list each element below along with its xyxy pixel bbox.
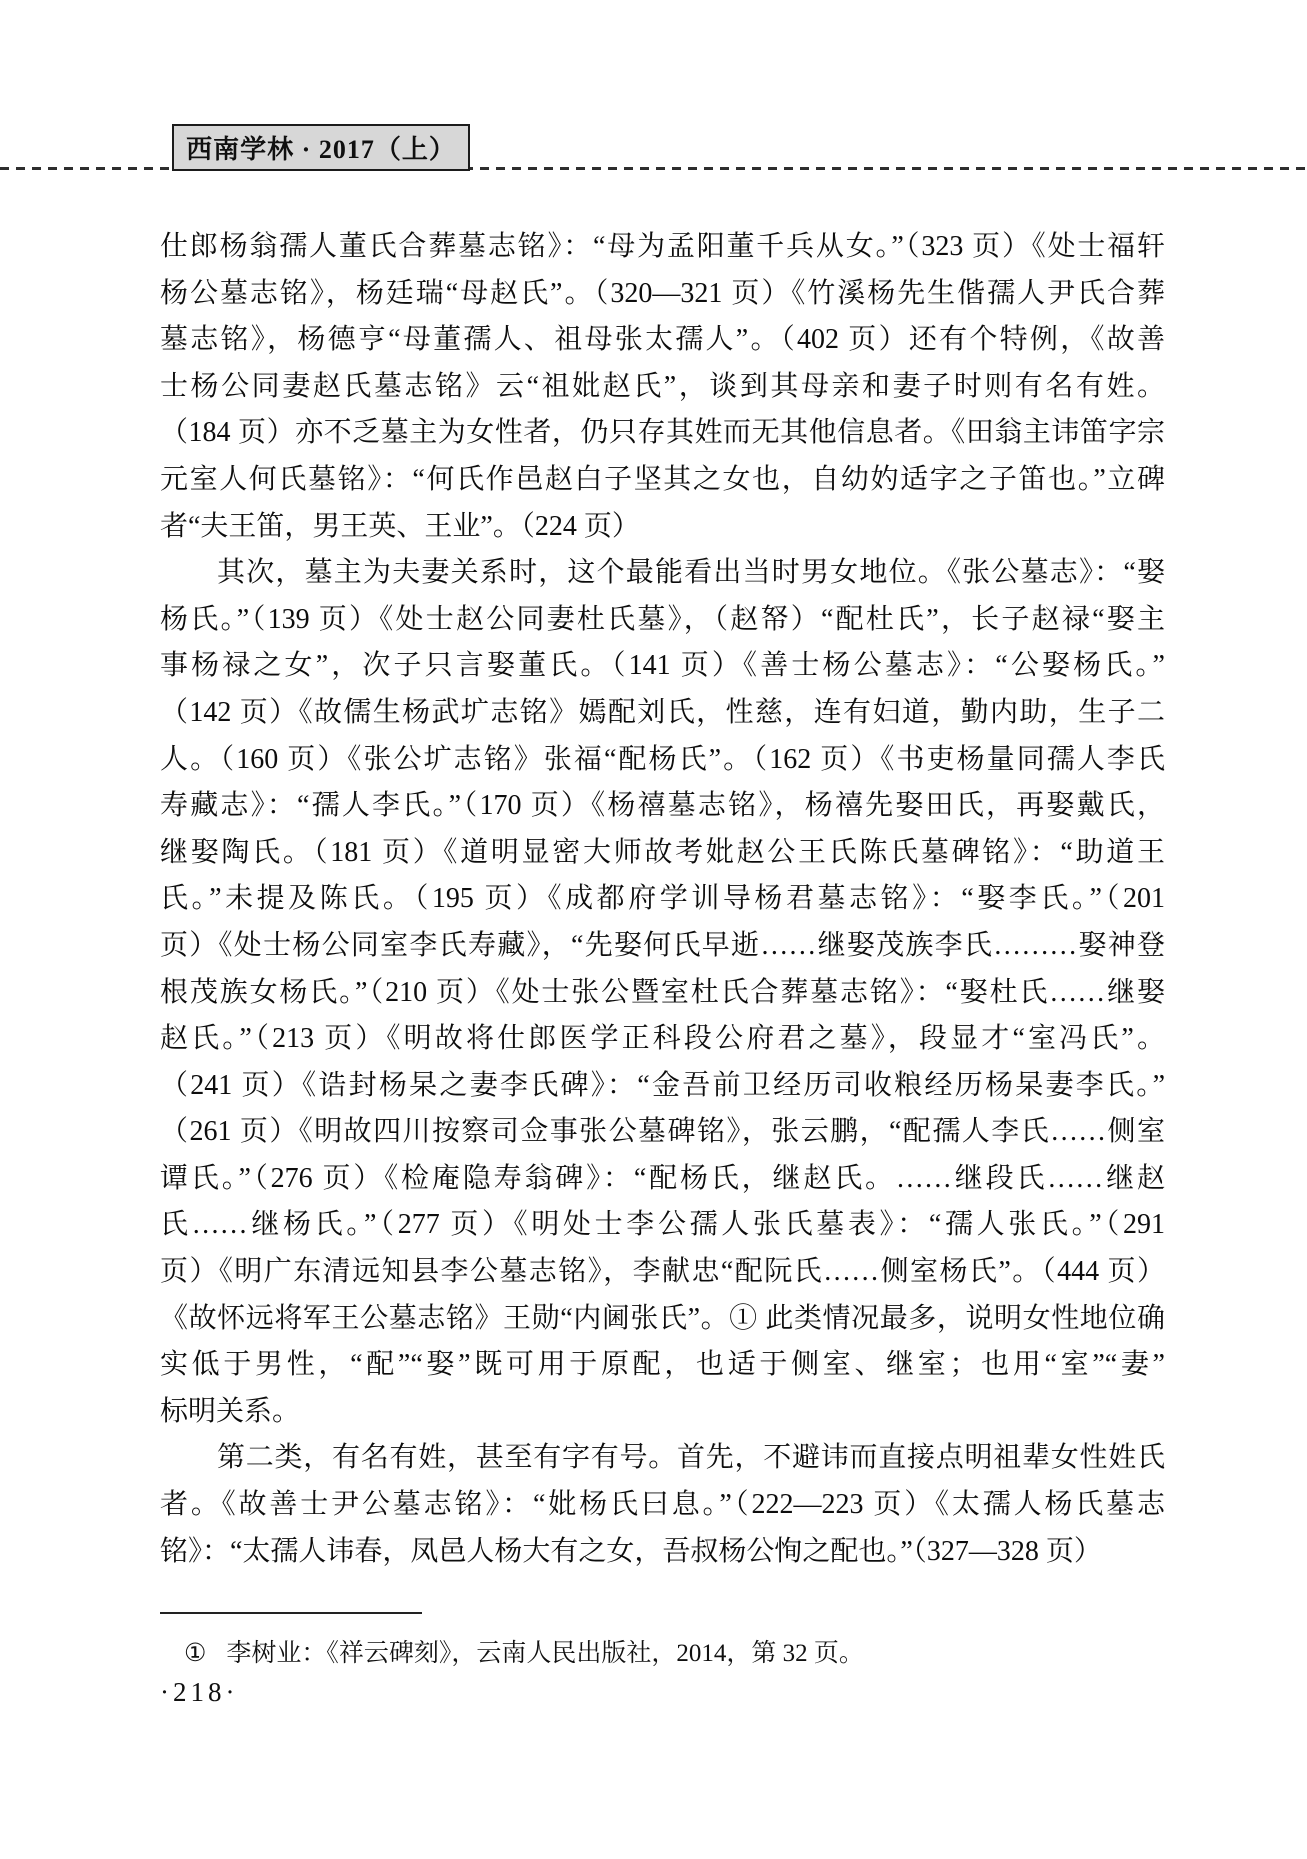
body-line: 氏……继杨氏。”（277 页）《明处士李公孺人张氏墓表》：“孺人张氏。”（291 bbox=[160, 1209, 1165, 1241]
body-line: 赵氏。”（213 页）《明故将仕郎医学正科段公府君之墓》，段显才“室冯氏”。 bbox=[160, 1023, 1165, 1055]
body-line: 第二类，有名有姓，甚至有字有号。首先，不避讳而直接点明祖辈女性姓氏 bbox=[217, 1442, 1165, 1474]
body-line: 元室人何氏墓铭》：“何氏作邑赵白子坚其之女也，自幼妁适字之子笛也。”立碑 bbox=[160, 463, 1165, 495]
body-line: （261 页）《明故四川按察司佥事张公墓碑铭》，张云鹏，“配孺人李氏……侧室 bbox=[160, 1116, 1165, 1148]
body-line: 谭氏。”（276 页）《检庵隐寿翁碑》：“配杨氏，继赵氏。……继段氏……继赵 bbox=[160, 1162, 1165, 1194]
body-line: （142 页）《故儒生杨武圹志铭》嫣配刘氏，性慈，连有妇道，勤内助，生子二 bbox=[160, 696, 1165, 728]
journal-title: 西南学林 · 2017（上） bbox=[186, 135, 456, 164]
journal-header-badge bbox=[172, 124, 470, 171]
body-line: 士杨公同妻赵氏墓志铭》云“祖妣赵氏”，谈到其母亲和妻子时则有名有姓。 bbox=[160, 370, 1165, 402]
body-line: 标明关系。 bbox=[160, 1395, 301, 1427]
body-line: 杨氏。”（139 页）《处士赵公同妻杜氏墓》，（赵帑）“配杜氏”，长子赵禄“娶主 bbox=[160, 603, 1165, 635]
body-line: 《故怀远将军王公墓志铭》王勋“内阃张氏”。① 此类情况最多，说明女性地位确 bbox=[160, 1302, 1165, 1334]
body-line: 者。《故善士尹公墓志铭》：“妣杨氏曰息。”（222—223 页）《太孺人杨氏墓志 bbox=[160, 1489, 1165, 1521]
body-line: 人。（160 页）《张公圹志铭》张福“配杨氏”。（162 页）《书吏杨量同孺人李氏 bbox=[160, 743, 1165, 775]
body-line: 者“夫王笛，男王英、王业”。（224 页） bbox=[160, 510, 640, 542]
body-line: 杨公墓志铭》，杨廷瑞“母赵氏”。（320—321 页）《竹溪杨先生偕孺人尹氏合葬 bbox=[160, 277, 1165, 309]
body-line: 根茂族女杨氏。”（210 页）《处士张公暨室杜氏合葬墓志铭》：“娶杜氏……继娶 bbox=[160, 976, 1165, 1008]
body-line: 实低于男性，“配”“娶”既可用于原配，也适于侧室、继室；也用“室”“妻” bbox=[160, 1349, 1165, 1381]
page-number: ·218· bbox=[160, 1677, 239, 1707]
body-line: 页）《处士杨公同室李氏寿藏》，“先娶何氏早逝……继娶茂族李氏………娶神登 bbox=[160, 929, 1165, 961]
footnote-marker: ① bbox=[184, 1640, 207, 1667]
body-line: （184 页）亦不乏墓主为女性者，仍只存其姓而无其他信息者。《田翁主讳笛字宗 bbox=[160, 417, 1165, 449]
footnote-text: 李树业：《祥云碑刻》，云南人民出版社，2014，第 32 页。 bbox=[226, 1640, 864, 1667]
body-line: 墓志铭》，杨德亨“母董孺人、祖母张太孺人”。（402 页）还有个特例，《故善 bbox=[160, 324, 1165, 356]
footnote-separator-rule bbox=[160, 1612, 422, 1614]
body-line: 事杨禄之女”，次子只言娶董氏。（141 页）《善士杨公墓志》：“公娶杨氏。” bbox=[160, 650, 1165, 682]
body-line: 其次，墓主为夫妻关系时，这个最能看出当时男女地位。《张公墓志》：“娶 bbox=[217, 557, 1165, 589]
body-line: 页）《明广东清远知县李公墓志铭》，李献忠“配阮氏……侧室杨氏”。（444 页） bbox=[160, 1256, 1165, 1288]
body-line: 寿藏志》：“孺人李氏。”（170 页）《杨禧墓志铭》，杨禧先娶田氏，再娶戴氏， bbox=[160, 790, 1165, 822]
footnote bbox=[184, 1637, 1164, 1671]
body-line: 仕郎杨翁孺人董氏合葬墓志铭》：“母为孟阳董千兵从女。”（323 页）《处士福轩 bbox=[160, 231, 1165, 262]
body-line: 氏。”未提及陈氏。（195 页）《成都府学训导杨君墓志铭》：“娶李氏。”（201 bbox=[160, 883, 1165, 915]
body-text-column bbox=[160, 224, 1165, 1575]
body-line: （241 页）《诰封杨杲之妻李氏碑》：“金吾前卫经历司收粮经历杨杲妻李氏。” bbox=[160, 1069, 1165, 1101]
body-line: 铭》：“太孺人讳春，凤邑人杨大有之女，吾叔杨公恂之配也。”（327—328 页） bbox=[160, 1535, 1102, 1567]
body-line: 继娶陶氏。（181 页）《道明显密大师故考妣赵公王氏陈氏墓碑铭》：“助道王 bbox=[160, 836, 1165, 868]
